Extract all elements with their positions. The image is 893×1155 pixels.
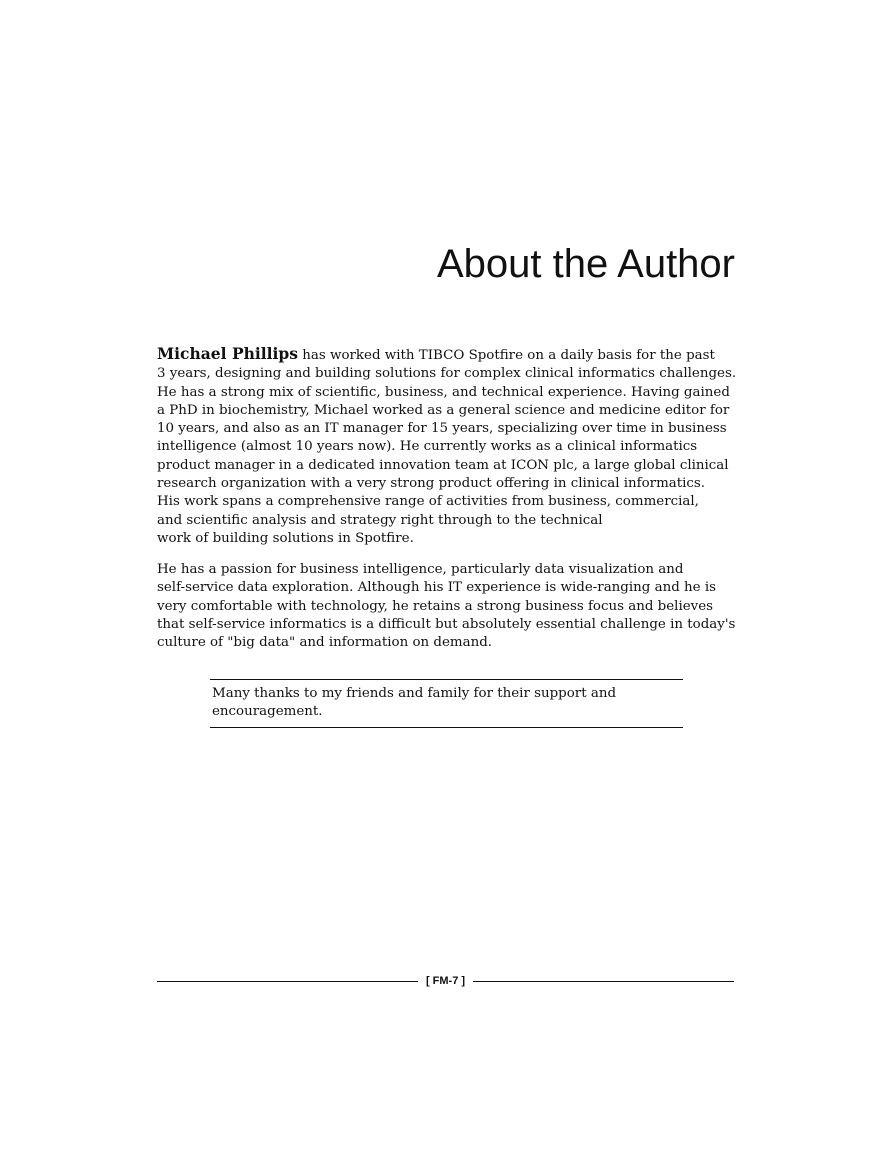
acknowledgement-line: Many thanks to my friends and family for their support and xyxy=(212,686,617,701)
page-number: [ FM-7 ] xyxy=(425,975,466,987)
bio-line: work of building solutions in Spotfire. xyxy=(157,530,414,546)
bio-line: He has a passion for business intelligence, particularly data visualization and xyxy=(157,562,684,577)
bio-line: that self-service informatics is a difficult but absolutely essential challenge in today's xyxy=(157,616,736,632)
bio-line xyxy=(157,345,737,365)
footer-rule-right xyxy=(473,981,734,982)
bio-line: He has a strong mix of scientific, business, and technical experience. Having gained xyxy=(157,384,730,400)
acknowledgement-line: encouragement. xyxy=(212,704,323,720)
footer-rule-left xyxy=(157,981,418,982)
bio-line: research organization with a very strong product offering in clinical informatics. xyxy=(157,476,706,492)
bio-line: 10 years, and also as an IT manager for 15 years, specializing over time in business xyxy=(157,421,727,437)
bio-line: a PhD in biochemistry, Michael worked as a general science and medicine editor for xyxy=(157,402,730,418)
bio-line: 3 years, designing and building solutions for complex clinical informatics challenges. xyxy=(157,366,737,382)
bio-line: and scientific analysis and strategy right through to the technical xyxy=(157,512,603,528)
bio-line-text: has worked with TIBCO Spotfire on a daily basis for the past xyxy=(297,348,715,363)
bio-line: His work spans a comprehensive range of activities from business, commercial, xyxy=(157,494,699,510)
author-bio-paragraph-1 xyxy=(157,345,737,548)
bio-line: self-service data exploration. Although his IT experience is wide-ranging and he is xyxy=(157,580,717,596)
page-footer xyxy=(157,972,734,990)
bio-line: intelligence (almost 10 years now). He currently works as a clinical informatics xyxy=(157,439,698,455)
bio-line: culture of "big data" and information on demand. xyxy=(157,635,493,651)
author-name: Michael Phillips xyxy=(157,344,298,363)
bio-line: very comfortable with technology, he retains a strong business focus and believes xyxy=(157,598,714,614)
acknowledgement-box xyxy=(210,679,683,728)
page-title: About the Author xyxy=(436,242,735,286)
bio-line: product manager in a dedicated innovation team at ICON plc, a large global clinical xyxy=(157,457,729,473)
author-bio-paragraph-2 xyxy=(157,561,737,652)
